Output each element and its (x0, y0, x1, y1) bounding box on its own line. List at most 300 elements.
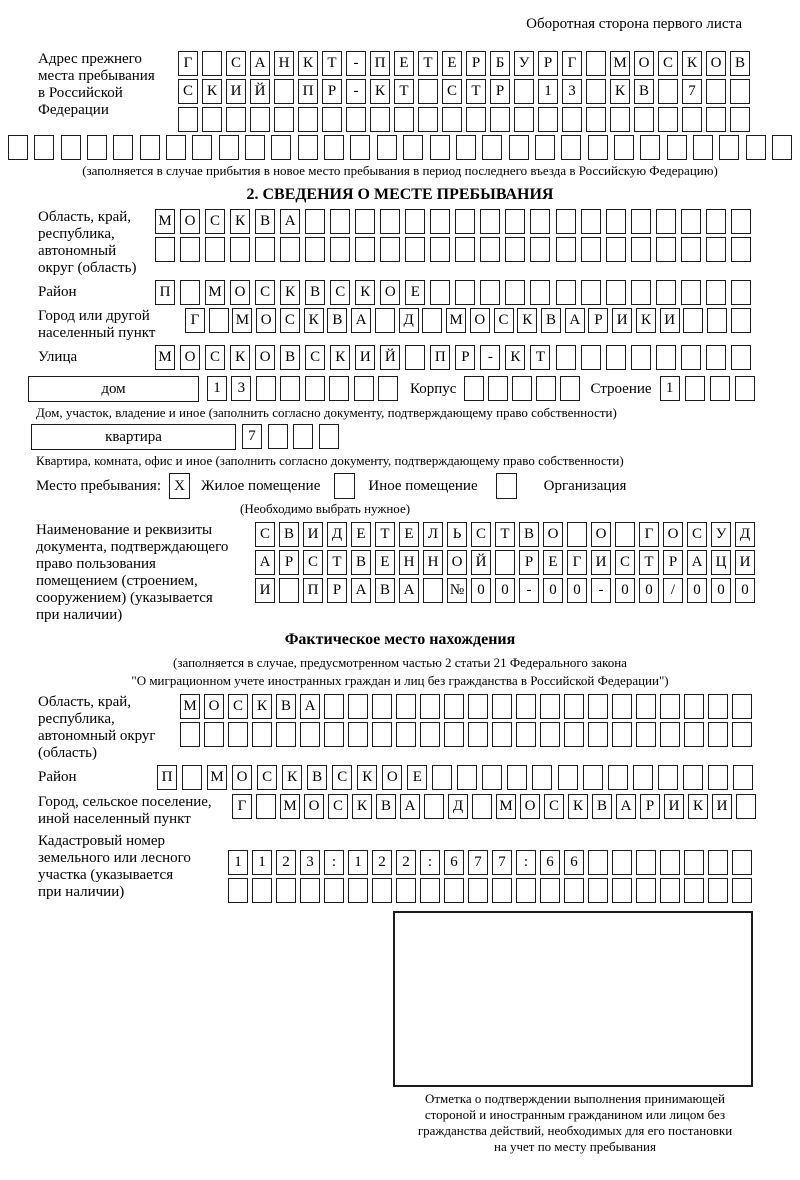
char-box (305, 209, 325, 234)
char-box (530, 280, 550, 305)
char-box (656, 209, 676, 234)
char-box: С (494, 308, 514, 333)
char-box (219, 135, 239, 160)
char-box (681, 209, 701, 234)
char-box: В (592, 794, 612, 819)
document-row (36, 522, 800, 623)
char-box: А (399, 578, 419, 603)
char-box (586, 107, 606, 132)
char-box: 0 (735, 578, 755, 603)
char-box: Т (466, 79, 486, 104)
char-box: 7 (492, 850, 512, 875)
char-box (535, 135, 555, 160)
char-box (514, 79, 534, 104)
char-box: И (664, 794, 684, 819)
char-box (405, 345, 425, 370)
stay-type-row (36, 473, 800, 499)
char-box: 6 (540, 850, 560, 875)
char-box (684, 694, 704, 719)
document-label (36, 522, 255, 624)
char-box (442, 107, 462, 132)
char-box: 2 (276, 850, 296, 875)
char-box (731, 280, 751, 305)
char-box (706, 209, 726, 234)
char-box (556, 280, 576, 305)
char-box (636, 694, 656, 719)
char-box: Е (399, 522, 419, 547)
char-box: 1 (348, 850, 368, 875)
char-box (422, 308, 442, 333)
char-box (418, 79, 438, 104)
char-box: В (541, 308, 561, 333)
char-box (564, 694, 584, 719)
char-box: У (514, 51, 534, 76)
char-box (324, 135, 344, 160)
char-box (245, 135, 265, 160)
prev-address-row-3 (178, 107, 750, 132)
char-box (730, 107, 750, 132)
char-box: № (447, 578, 467, 603)
char-box: С (658, 51, 678, 76)
label-line: право пользования (36, 556, 156, 572)
label-line: участка (указывается (38, 867, 174, 883)
char-box: 0 (615, 578, 635, 603)
char-box (61, 135, 81, 160)
caption-line: гражданства действий, необходимых для его постановки (417, 1123, 733, 1138)
label-line: земельного или лесного (38, 850, 191, 866)
actual-city-label (38, 794, 232, 828)
char-box (656, 345, 676, 370)
char-box: А (351, 308, 371, 333)
char-box (588, 850, 608, 875)
char-box: Р (538, 51, 558, 76)
char-box (377, 135, 397, 160)
char-box: В (255, 209, 275, 234)
page-side-note: Оборотная сторона первого листа (526, 16, 742, 32)
char-box: Р (327, 578, 347, 603)
char-box: И (712, 794, 732, 819)
char-box (530, 237, 550, 262)
char-box: 3 (562, 79, 582, 104)
section2-title: 2. СВЕДЕНИЯ О МЕСТЕ ПРЕБЫВАНИЯ (246, 186, 554, 203)
char-box (380, 237, 400, 262)
char-box: Т (495, 522, 515, 547)
char-box: К (280, 280, 300, 305)
region-row-2 (155, 237, 751, 262)
char-box: П (155, 280, 175, 305)
char-box: С (544, 794, 564, 819)
previous-address-rows (178, 51, 750, 132)
house-number-cells (207, 376, 398, 401)
char-box: Т (530, 345, 550, 370)
char-box: Й (380, 345, 400, 370)
char-box: К (517, 308, 537, 333)
street-cells (155, 345, 751, 370)
char-box: С (303, 550, 323, 575)
char-box (606, 345, 626, 370)
caption-line: Отметка о подтверждении выполнения принимающей (424, 1091, 726, 1106)
char-box: К (202, 79, 222, 104)
char-box (466, 107, 486, 132)
char-box: К (298, 51, 318, 76)
char-box (209, 308, 229, 333)
house-row (28, 376, 800, 402)
label-line: Город или другой (38, 308, 150, 324)
char-box: В (305, 280, 325, 305)
city-cells (185, 308, 751, 333)
char-box (684, 722, 704, 747)
char-box: Ц (711, 550, 731, 575)
char-box: М (180, 694, 200, 719)
char-box (631, 237, 651, 262)
char-box (588, 135, 608, 160)
char-box (372, 694, 392, 719)
char-box: Е (407, 765, 427, 790)
char-box: Й (250, 79, 270, 104)
char-box: - (346, 79, 366, 104)
char-box (430, 237, 450, 262)
char-box: О (447, 550, 467, 575)
char-box: О (230, 280, 250, 305)
prev-address-row-2 (178, 79, 750, 104)
char-box: С (255, 280, 275, 305)
char-box (731, 308, 751, 333)
char-box (8, 135, 28, 160)
char-box (735, 376, 755, 401)
char-box: О (634, 51, 654, 76)
char-box: О (180, 209, 200, 234)
char-box (581, 280, 601, 305)
char-box: В (519, 522, 539, 547)
char-box: О (255, 345, 275, 370)
label-line: Кадастровый номер (38, 833, 165, 849)
char-box: С (226, 51, 246, 76)
char-box: О (304, 794, 324, 819)
char-box: 1 (207, 376, 227, 401)
char-box: О (382, 765, 402, 790)
actual-region-row-1 (180, 694, 752, 719)
char-box: К (357, 765, 377, 790)
char-box: М (155, 345, 175, 370)
char-box (564, 878, 584, 903)
char-box: : (420, 850, 440, 875)
char-box (490, 107, 510, 132)
char-box (492, 878, 512, 903)
previous-address-block (38, 51, 800, 132)
char-box: 7 (242, 424, 262, 449)
label-line: в Российской (38, 85, 123, 101)
char-box: К (230, 345, 250, 370)
korpus-cells (464, 376, 580, 401)
char-box: Р (322, 79, 342, 104)
char-box (378, 376, 398, 401)
char-box (455, 237, 475, 262)
char-box: К (370, 79, 390, 104)
char-box (656, 237, 676, 262)
char-box (488, 376, 508, 401)
actual-district-label: Район (38, 769, 77, 785)
stamp-box (393, 911, 753, 1087)
actual-city-row (38, 794, 800, 828)
label-line: населенный пункт (38, 325, 156, 341)
char-box (683, 308, 703, 333)
char-box: Е (442, 51, 462, 76)
char-box: С (205, 209, 225, 234)
char-box (420, 878, 440, 903)
char-box: Г (185, 308, 205, 333)
char-box (731, 209, 751, 234)
char-box (396, 722, 416, 747)
char-box: 0 (543, 578, 563, 603)
char-box (319, 424, 339, 449)
char-box (708, 850, 728, 875)
actual-region-rows (180, 694, 752, 747)
char-box: Д (327, 522, 347, 547)
char-box: О (706, 51, 726, 76)
char-box (612, 878, 632, 903)
char-box: / (663, 578, 683, 603)
char-box: О (470, 308, 490, 333)
char-box: К (304, 308, 324, 333)
label-line: Федерации (38, 102, 109, 118)
char-box (480, 209, 500, 234)
char-box (682, 107, 702, 132)
char-box: Т (394, 79, 414, 104)
char-box (612, 850, 632, 875)
char-box: И (612, 308, 632, 333)
char-box (423, 578, 443, 603)
stamp-caption (380, 1091, 770, 1155)
char-box: К (610, 79, 630, 104)
char-box: Г (178, 51, 198, 76)
char-box: О (663, 522, 683, 547)
char-box: В (279, 522, 299, 547)
char-box: - (519, 578, 539, 603)
char-box (396, 694, 416, 719)
char-box: С (178, 79, 198, 104)
char-box (305, 376, 325, 401)
char-box: 2 (396, 850, 416, 875)
char-box (631, 209, 651, 234)
char-box (166, 135, 186, 160)
char-box (561, 135, 581, 160)
char-box: 0 (687, 578, 707, 603)
char-box (586, 51, 606, 76)
char-box: Е (351, 522, 371, 547)
char-box (581, 237, 601, 262)
char-box: У (711, 522, 731, 547)
char-box (536, 376, 556, 401)
char-box: Н (274, 51, 294, 76)
char-box: Р (279, 550, 299, 575)
char-box: А (255, 550, 275, 575)
char-box (693, 135, 713, 160)
char-box: К (568, 794, 588, 819)
char-box (324, 694, 344, 719)
street-label: Улица (38, 349, 78, 365)
char-box: М (610, 51, 630, 76)
char-box: П (430, 345, 450, 370)
region-rows (155, 209, 751, 262)
char-box (305, 237, 325, 262)
district-row (38, 280, 800, 305)
label-line: Город, сельское поселение, (38, 794, 212, 810)
actual-region-row-2 (180, 722, 752, 747)
char-box (710, 376, 730, 401)
char-box (658, 107, 678, 132)
char-box (230, 237, 250, 262)
char-box: О (204, 694, 224, 719)
label-line: Область, край, (38, 209, 132, 225)
label-line: при наличии) (38, 884, 125, 900)
checkbox-residential: X (169, 473, 190, 499)
char-box: Г (567, 550, 587, 575)
char-box (268, 424, 288, 449)
char-box: П (303, 578, 323, 603)
char-box (516, 694, 536, 719)
char-box: С (471, 522, 491, 547)
char-box: Л (423, 522, 443, 547)
char-box: 2 (372, 850, 392, 875)
char-box (348, 722, 368, 747)
apartment-cells (242, 424, 339, 449)
char-box (480, 237, 500, 262)
char-box: Р (490, 79, 510, 104)
char-box (430, 209, 450, 234)
char-box: 3 (300, 850, 320, 875)
stroenie-cells (660, 376, 755, 401)
char-box (274, 79, 294, 104)
char-box: Д (735, 522, 755, 547)
char-box: А (687, 550, 707, 575)
char-box (612, 694, 632, 719)
char-box: О (256, 308, 276, 333)
char-box: К (352, 794, 372, 819)
char-box: Й (471, 550, 491, 575)
char-box (34, 135, 54, 160)
char-box: К (330, 345, 350, 370)
char-box (468, 694, 488, 719)
char-box (252, 722, 272, 747)
char-box: 1 (228, 850, 248, 875)
char-box (562, 107, 582, 132)
region-label (38, 209, 155, 277)
char-box: О (591, 522, 611, 547)
char-box (403, 135, 423, 160)
char-box: 0 (495, 578, 515, 603)
char-box (180, 280, 200, 305)
char-box (636, 878, 656, 903)
char-box (558, 765, 578, 790)
char-box: Г (232, 794, 252, 819)
char-box: С (228, 694, 248, 719)
char-box: Т (418, 51, 438, 76)
char-box (731, 237, 751, 262)
char-box (355, 237, 375, 262)
char-box: 0 (567, 578, 587, 603)
char-box: С (328, 794, 348, 819)
label-line: (область) (38, 745, 97, 761)
char-box (202, 51, 222, 76)
char-box (530, 209, 550, 234)
char-box: Е (394, 51, 414, 76)
char-box (298, 107, 318, 132)
char-box (736, 794, 756, 819)
char-box (202, 107, 222, 132)
char-box: К (282, 765, 302, 790)
char-box: А (300, 694, 320, 719)
other-premises-label: Иное помещение (368, 478, 478, 494)
char-box (372, 722, 392, 747)
char-box (640, 135, 660, 160)
char-box: Р (588, 308, 608, 333)
char-box: Д (448, 794, 468, 819)
char-box (140, 135, 160, 160)
char-box: М (155, 209, 175, 234)
char-box (514, 107, 534, 132)
char-box: С (330, 280, 350, 305)
cadastral-label (38, 833, 228, 901)
char-box (457, 765, 477, 790)
char-box: 0 (711, 578, 731, 603)
char-box (732, 850, 752, 875)
actual-district-row (38, 765, 800, 790)
char-box: А (351, 578, 371, 603)
label-line: помещением (строением, (36, 573, 198, 589)
char-box (276, 722, 296, 747)
char-box (370, 107, 390, 132)
char-box (256, 794, 276, 819)
char-box (348, 694, 368, 719)
char-box (706, 107, 726, 132)
char-box: Т (639, 550, 659, 575)
char-box (178, 107, 198, 132)
char-box (468, 722, 488, 747)
actual-region-row (38, 694, 800, 762)
char-box: : (324, 850, 344, 875)
char-box (685, 376, 705, 401)
char-box: С (615, 550, 635, 575)
char-box: - (346, 51, 366, 76)
char-box: Б (490, 51, 510, 76)
char-box: К (505, 345, 525, 370)
char-box (444, 694, 464, 719)
char-box: 0 (639, 578, 659, 603)
char-box (746, 135, 766, 160)
char-box (731, 345, 751, 370)
char-box (581, 209, 601, 234)
house-labelbox: дом (28, 376, 199, 402)
char-box (495, 550, 515, 575)
char-box (684, 850, 704, 875)
korpus-label: Корпус (410, 381, 457, 397)
char-box (348, 878, 368, 903)
label-line: республика, (38, 226, 115, 242)
char-box (455, 280, 475, 305)
cadastral-row-1 (228, 850, 752, 875)
char-box (556, 209, 576, 234)
char-box (681, 345, 701, 370)
char-box (280, 237, 300, 262)
char-box: Д (399, 308, 419, 333)
char-box (706, 237, 726, 262)
char-box (732, 722, 752, 747)
char-box (507, 765, 527, 790)
char-box: А (565, 308, 585, 333)
char-box: А (616, 794, 636, 819)
city-label (38, 308, 185, 342)
char-box (350, 135, 370, 160)
